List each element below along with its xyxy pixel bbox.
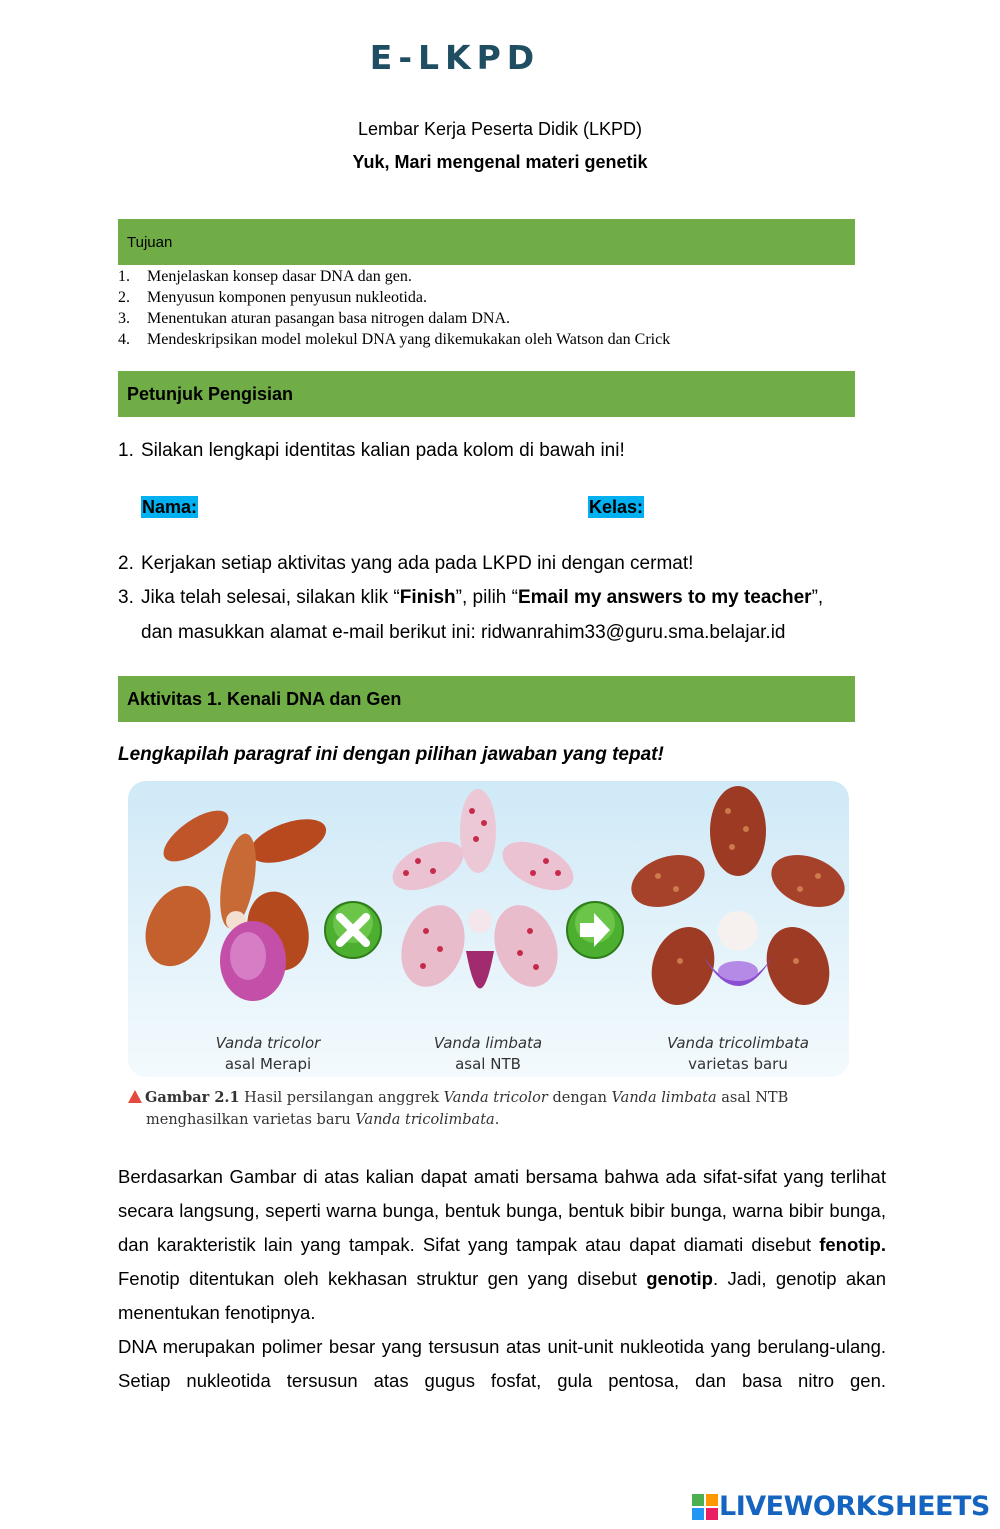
orchid-figure — [128, 781, 849, 1077]
tujuan-heading: Tujuan — [127, 233, 173, 251]
list-item: 2. Menyusun komponen penyusun nukleotida. — [118, 289, 427, 306]
step-2: 2. Kerjakan setiap aktivitas yang ada pada LKPD ini dengan cermat! — [118, 553, 694, 574]
worksheet-subtitle: Lembar Kerja Peserta Didik (LKPD) — [357, 119, 643, 139]
tujuan-list — [118, 266, 670, 350]
label-vanda-limbata: Vanda limbata asal NTB — [433, 1034, 543, 1073]
brand-title: E-LKPD — [369, 38, 541, 77]
email-option-label: Email my answers to my teacher — [517, 587, 812, 608]
term-genotip: genotip — [646, 1268, 713, 1289]
kelas-field[interactable]: Kelas: — [589, 497, 644, 517]
vanda-limbata-image — [385, 789, 581, 996]
list-item: 1. Menjelaskan konsep dasar DNA dan gen. — [118, 268, 412, 285]
body-paragraph — [118, 1160, 886, 1398]
liveworksheets-logo: LIVEWORKSHEETS — [691, 1491, 990, 1522]
aktivitas-1-heading: Aktivitas 1. Kenali DNA dan Gen — [127, 688, 402, 709]
petunjuk-header — [118, 371, 855, 417]
triangle-icon — [128, 1090, 142, 1103]
label-vanda-tricolimbata: Vanda tricolimbata varietas baru — [667, 1034, 809, 1073]
step-3: 3. Jika telah selesai, silakan klik “Finish”, pilih “Email my answers to my teacher”, — [118, 587, 824, 608]
paragraph-1: Berdasarkan Gambar di atas kalian dapat amati bersama bahwa ada sifat-sifat yang terlihat secara langsung, seperti warna bunga, bentuk bunga, bentuk bibir bunga, warna bibir bunga, dan karakteristik lain yang tampak. Sifat yang tampak atau dapat diamati disebut fenotip. Fenotip ditentukan oleh kekhasan struktur gen yang disebut genotip. Jadi, genotip akan menentukan fenotipnya. — [118, 1166, 886, 1323]
worksheet-title: Yuk, Mari mengenal materi genetik — [352, 152, 648, 172]
label-vanda-tricolor: Vanda tricolor asal Merapi — [215, 1034, 321, 1073]
arrow-right-icon — [567, 902, 623, 958]
step-3-email-line: dan masukkan alamat e-mail berikut ini: ridwanrahim33@guru.sma.belajar.id — [141, 622, 786, 643]
list-item: 3. Menentukan aturan pasangan basa nitrogen dalam DNA. — [118, 310, 510, 327]
nama-field[interactable]: Nama: — [142, 497, 198, 517]
list-item: 4. Mendeskripsikan model molekul DNA yang dikemukakan oleh Watson dan Crick — [118, 331, 671, 348]
activity-instruction: Lengkapilah paragraf ini dengan pilihan jawaban yang tepat! — [118, 744, 664, 765]
vanda-tricolor-image — [133, 801, 332, 1001]
term-fenotip: fenotip. — [819, 1234, 886, 1255]
cross-icon — [325, 902, 381, 958]
liveworksheets-icon — [691, 1493, 719, 1521]
vanda-tricolimbata-image — [624, 786, 849, 1014]
petunjuk-heading: Petunjuk Pengisian — [127, 383, 294, 404]
paragraph-2: DNA merupakan polimer besar yang tersusun atas unit-unit nukleotida yang berulang-ulang. Setiap nukleotida tersusun atas gugus fosfat, gula pentosa, dan basa nitro gen. — [118, 1336, 886, 1391]
step-1: 1. Silakan lengkapi identitas kalian pada kolom di bawah ini! — [118, 440, 625, 461]
aktivitas-1-header — [118, 676, 855, 722]
tujuan-header — [118, 219, 855, 265]
figure-caption: Gambar 2.1 Hasil persilangan anggrek Vanda tricolor dengan Vanda limbata asal NTB menghasilkan varietas baru Vanda tricolimbata. — [128, 1087, 848, 1131]
finish-label: Finish — [399, 587, 456, 608]
